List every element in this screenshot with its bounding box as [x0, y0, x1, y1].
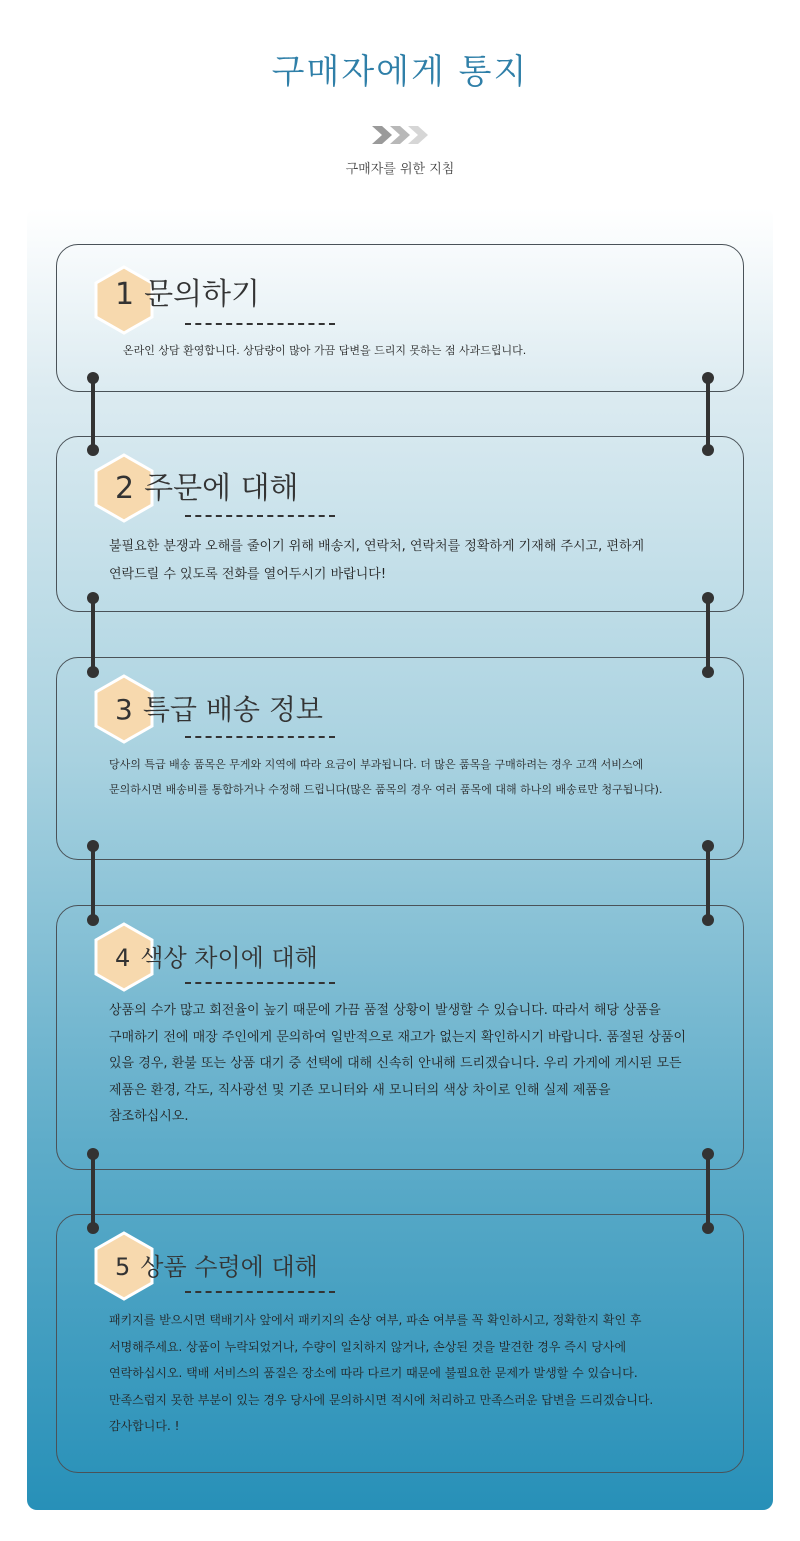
title-underline [185, 515, 335, 517]
connector-right [702, 372, 714, 456]
card-title [115, 688, 323, 728]
card-title-text: 주문에 대해 [144, 471, 299, 506]
card-title-text: 문의하기 [144, 277, 261, 312]
notice-card-inquiry [56, 244, 744, 392]
card-number: 3 [115, 693, 133, 726]
title-underline [185, 323, 335, 325]
card-title [115, 463, 299, 507]
card-number: 2 [115, 471, 135, 506]
page-title: 구매자에게 통지 [271, 52, 529, 92]
card-body: 불필요한 분쟁과 오해를 줄이기 위해 배송지, 연락처, 연락처를 정확하게 기재해 주시고, 편하게 연락드릴 수 있도록 전화를 열어두시기 바랍니다! [109, 539, 645, 582]
card-number: 1 [115, 277, 135, 312]
card-title [115, 1247, 318, 1282]
notice-card-color-difference [56, 905, 744, 1170]
notice-card-receiving [56, 1214, 744, 1473]
card-body: 당사의 특급 배송 품목은 무게와 지역에 따라 요금이 부과됩니다. 더 많은 품목을 구매하려는 경우 고객 서비스에 문의하시면 배송비를 통합하거나 수정해 드립니다(많은 품목의 경우 여러 품목에 대해 하나의 배송료만 청구됩니다). [109, 758, 663, 796]
title-underline [185, 982, 335, 984]
card-title-text: 특급 배송 정보 [142, 693, 323, 726]
title-underline [185, 736, 335, 738]
connector-right [702, 840, 714, 926]
card-number: 5 [115, 1253, 131, 1281]
title-underline [185, 1291, 335, 1293]
card-body: 상품의 수가 많고 회전율이 높기 때문에 가끔 품절 상황이 발생할 수 있습니다. 따라서 해당 상품을 구매하기 전에 매장 주인에게 문의하여 일반적으로 재고가 없는지 확인하시기 바랍니다. 품절된 상품이 있을 경우, 환불 또는 상품 대기 중 선택에 대해 신속히 안내해 드리겠습니다. 우리 가게에 게시된 모든 제품은 환경, 각도, 직사광선 및 기존 모니터와 새 모니터의 색상 차이로 인해 실제 제품을 참조하십시오. [109, 1003, 687, 1124]
chevrons-right-icon [370, 122, 430, 148]
connector-left [87, 1148, 99, 1234]
notice-card-order [56, 436, 744, 612]
connector-right [702, 592, 714, 678]
card-title [115, 269, 260, 313]
page-subtitle: 구매자를 위한 지침 [345, 162, 455, 177]
connector-left [87, 592, 99, 678]
card-body: 패키지를 받으시면 택배기사 앞에서 패키지의 손상 여부, 파손 여부를 꼭 확인하시고, 정확한지 확인 후 서명해주세요. 상품이 누락되었거나, 수량이 일치하지 않거나, 손상된 것을 발견한 경우 즉시 당사에 연락하십시오. 택배 서비스의 품질은 장소에 따라 다르기 때문에 불필요한 문제가 발생할 수 있습니다. 만족스럽지 못한 부분이 있는 경우 당사에 문의하시면 적시에 처리하고 만족스러운 답변을 드리겠습니다. 감사합니다. ! [109, 1313, 654, 1433]
connector-left [87, 840, 99, 926]
notice-card-express-shipping [56, 657, 744, 860]
connector-right [702, 1148, 714, 1234]
card-number: 4 [115, 944, 131, 972]
card-title-text: 상품 수령에 대해 [140, 1253, 318, 1281]
connector-left [87, 372, 99, 456]
card-title [115, 938, 318, 973]
card-title-text: 색상 차이에 대해 [140, 944, 318, 972]
card-body: 온라인 상담 환영합니다. 상담량이 많아 가끔 답변을 드리지 못하는 점 사과드립니다. [123, 344, 527, 357]
